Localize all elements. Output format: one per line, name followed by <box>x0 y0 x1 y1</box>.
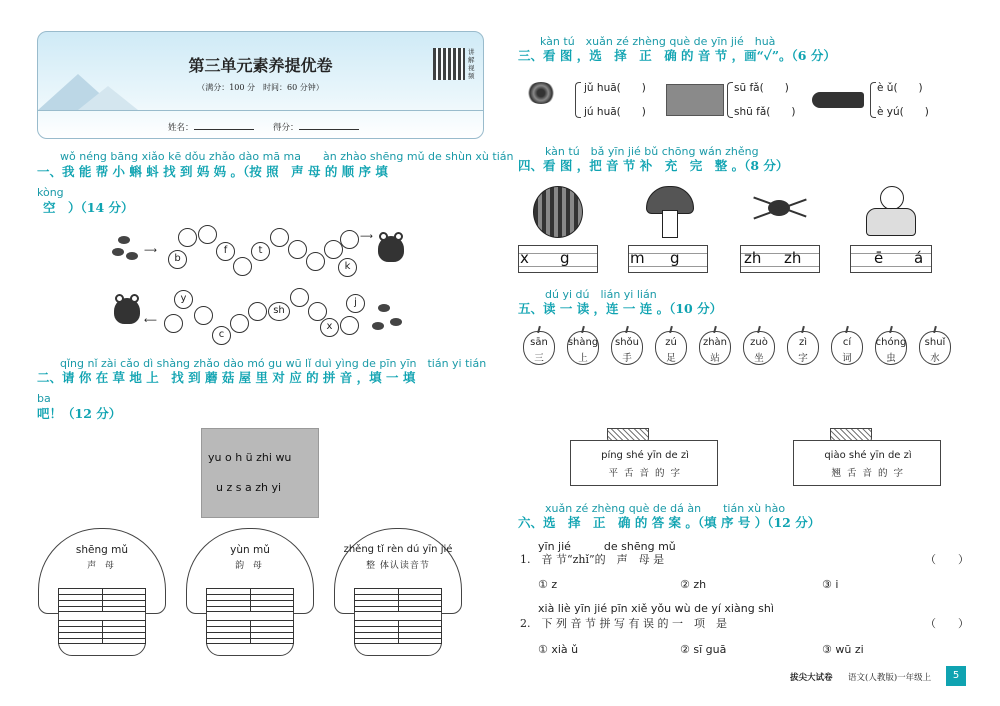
apple-pinyin: zì <box>798 337 808 348</box>
basket-qiaoshe[interactable] <box>793 440 941 486</box>
section6-pinyin: xuǎn zé zhèng què de dá àn tián xù hào <box>545 502 786 515</box>
mushroom-house-zhengti <box>334 528 462 653</box>
apple-pinyin: shuǐ <box>924 337 946 348</box>
apple-card[interactable] <box>831 331 863 365</box>
letter-m: m <box>630 249 645 267</box>
section4-pinyin: kàn tú bǎ yīn jié bǔ chōng wán zhěng <box>545 145 759 158</box>
tadpole-icon <box>390 318 402 326</box>
tadpole-icon <box>372 322 384 330</box>
question-2: 2. 下 列 音 节 拼 写 有 误 的 一 项 是 <box>520 617 727 630</box>
apple-pinyin: shàng <box>567 337 599 348</box>
arrow-icon: ⟶ <box>360 232 373 242</box>
question-1: 1. 音 节“zhǐ”的 声 母 是 <box>520 553 665 566</box>
section5-pinyin: dú yi dú lián yi lián <box>545 288 657 301</box>
crocodile-icon <box>812 92 864 108</box>
circle-j[interactable]: j <box>346 294 365 313</box>
person-body-icon <box>866 208 916 236</box>
answer-grid[interactable] <box>354 588 442 612</box>
circle[interactable] <box>248 302 267 321</box>
tadpole-icon <box>378 304 390 312</box>
circle[interactable] <box>233 257 252 276</box>
option-juhua-2[interactable]: jú huā( ) <box>584 106 646 118</box>
apple-character: 水 <box>930 353 940 364</box>
apple-character: 手 <box>622 353 632 364</box>
apple-character: 坐 <box>754 353 764 364</box>
circle[interactable] <box>290 288 309 307</box>
person-eating-icon <box>880 186 904 210</box>
circle[interactable] <box>230 314 249 333</box>
circle[interactable] <box>288 240 307 259</box>
circle-k[interactable]: k <box>338 258 357 277</box>
section1-pinyin2: kòng <box>37 186 64 199</box>
letter-zh: zh <box>744 249 762 267</box>
apple-card[interactable] <box>567 331 599 365</box>
grass-syllables-row2: u z s a zh yi <box>216 481 282 494</box>
letter-x: x <box>520 249 529 267</box>
apple-pinyin: cí <box>842 337 852 348</box>
q2-answer-blank[interactable]: （ ） <box>925 617 969 630</box>
apple-card[interactable] <box>743 331 775 365</box>
apple-card[interactable] <box>787 331 819 365</box>
apple-character: 字 <box>798 353 808 364</box>
exam-header <box>37 31 484 139</box>
mushroom-stem-icon <box>662 210 678 238</box>
arrow-icon: ⟶ <box>144 246 157 256</box>
mushroom-label: 整 体认读音节 <box>366 561 430 571</box>
circle[interactable] <box>198 225 217 244</box>
brace <box>575 82 581 118</box>
circle-c[interactable]: c <box>212 326 231 345</box>
apple-card[interactable] <box>611 331 643 365</box>
apple-character: 上 <box>578 353 588 364</box>
tadpole-icon <box>112 248 124 256</box>
circle-t[interactable]: t <box>251 242 270 261</box>
apple-character: 三 <box>534 353 544 364</box>
q2-option-3[interactable]: ③ wū zi <box>822 643 864 656</box>
section1-pinyin: wǒ néng bāng xiǎo kē dǒu zhǎo dào mā ma àn zhào shēng mǔ de shùn xù tián <box>60 150 514 163</box>
basket-pinyin: píng shé yīn de zì <box>601 450 689 461</box>
mushroom-house-shengmu <box>38 528 166 653</box>
basket-pinyin: qiào shé yīn de zì <box>824 450 912 461</box>
name-field[interactable] <box>168 120 254 133</box>
answer-grid[interactable] <box>206 588 294 612</box>
frog-icon <box>114 298 140 324</box>
option-shufa-2[interactable]: shū fǎ( ) <box>734 106 796 118</box>
brace <box>727 82 733 118</box>
letter-e: ē <box>874 249 884 267</box>
section4-title: 四、看 图 ，把 音 节 补 充 完 整 。（8 分） <box>518 158 789 173</box>
apple-row <box>523 331 963 371</box>
apple-character: 虫 <box>886 353 896 364</box>
circle[interactable] <box>270 228 289 247</box>
basket-pingshe[interactable] <box>570 440 718 486</box>
name-label: 姓名： <box>168 123 194 133</box>
circle-y[interactable]: y <box>174 290 193 309</box>
letter-g: g <box>670 249 680 267</box>
apple-card[interactable] <box>919 331 951 365</box>
apple-character: 足 <box>666 353 676 364</box>
q1-option-2[interactable]: ② zh <box>680 578 707 591</box>
mushroom-pinyin: yùn mǔ <box>230 544 270 556</box>
q2-option-1[interactable]: ① xià ǔ <box>538 643 579 656</box>
letter-g: g <box>560 249 570 267</box>
section6-title: 六、选 择 正 确 的 答 案 。（填 序 号 ）（12 分） <box>518 515 821 530</box>
grass-field <box>201 428 319 518</box>
page-title: 第三单元素养提优卷 <box>188 56 333 75</box>
option-shufa-1[interactable]: sū fǎ( ) <box>734 82 789 94</box>
apple-pinyin: chóng <box>875 337 907 348</box>
option-juhua-1[interactable]: jǔ huā( ) <box>584 82 646 94</box>
q1-option-3[interactable]: ③ i <box>822 578 839 591</box>
tadpole-icon <box>118 236 130 244</box>
score-label: 得分： <box>273 123 299 133</box>
circle[interactable] <box>178 228 197 247</box>
q2-option-2[interactable]: ② sī guā <box>680 643 727 656</box>
answer-grid[interactable] <box>206 620 294 644</box>
brace <box>870 82 876 118</box>
section2-pinyin2: ba <box>37 392 51 405</box>
section2-pinyin: qǐng nǐ zài cǎo dì shàng zhǎo dào mó gu wū lǐ duì yìng de pīn yīn tián yi tián <box>60 357 487 370</box>
section1-title2: 空 ）（14 分） <box>43 200 134 215</box>
q1-option-1[interactable]: ① z <box>538 578 558 591</box>
page-number: 5 <box>946 666 966 686</box>
basket-label: 平 舌 音 的 字 <box>608 468 682 479</box>
apple-card[interactable] <box>875 331 907 365</box>
mushroom-label: 声 母 <box>87 561 117 571</box>
divider <box>38 110 483 111</box>
circle[interactable] <box>340 316 359 335</box>
apple-pinyin: zú <box>665 337 677 348</box>
q2-pinyin: xià liè yīn jié pīn xiě yǒu wù de yí xiàng shì <box>538 602 774 615</box>
answer-grid[interactable] <box>354 620 442 644</box>
arrow-icon: ⟵ <box>144 316 157 326</box>
mushroom-pinyin: shēng mǔ <box>75 544 129 556</box>
answer-grid[interactable] <box>58 620 146 644</box>
mushroom-pinyin: zhěng tǐ rèn dú yīn jié <box>343 544 453 555</box>
footer-brand: 拔尖大试卷 <box>790 673 833 683</box>
qr-label: 讲解视频 <box>468 48 475 80</box>
apple-card[interactable] <box>523 331 555 365</box>
circle-x[interactable]: x <box>320 318 339 337</box>
tadpole-icon <box>126 252 138 260</box>
grass-syllables-row1: yu o h ü zhi wu <box>208 451 292 464</box>
circle[interactable] <box>340 230 359 249</box>
apple-pinyin: zuò <box>750 337 768 348</box>
section2-title: 二、请 你 在 草 地 上 找 到 蘑 菇 屋 里 对 应 的 拼 音 ，填 一 填 <box>37 370 416 385</box>
mushroom-label: 韵 母 <box>235 561 265 571</box>
apple-card[interactable] <box>699 331 731 365</box>
apple-pinyin: zhàn <box>702 337 728 348</box>
circle-b[interactable]: b <box>168 250 187 269</box>
option-eyu-1[interactable]: è ǔ( ) <box>877 82 923 94</box>
frog-icon <box>378 236 404 262</box>
option-eyu-2[interactable]: è yú( ) <box>877 106 929 118</box>
apple-character: 词 <box>842 353 852 364</box>
calligraphy-image <box>666 84 724 116</box>
section5-title: 五、读 一 读 ，连 一 连 。（10 分） <box>518 301 723 316</box>
exam-info: （满分：100 分 时间：60 分钟） <box>197 83 324 92</box>
circle[interactable] <box>164 314 183 333</box>
score-field[interactable] <box>273 120 359 133</box>
section3-pinyin: kàn tú xuǎn zé zhèng què de yīn jié huà <box>540 35 776 48</box>
circle[interactable] <box>306 252 325 271</box>
answer-grid[interactable] <box>58 588 146 612</box>
apple-pinyin: sān <box>530 337 548 348</box>
section3-title: 三、看 图 ，选 择 正 确 的 音 节 ，画“✓”。（6 分） <box>518 48 836 63</box>
watermelon-icon <box>533 186 583 238</box>
q1-pinyin: yīn jié de shēng mǔ <box>538 540 676 553</box>
apple-card[interactable] <box>655 331 687 365</box>
apple-character: 站 <box>710 353 720 364</box>
tadpole-puzzle <box>108 222 408 342</box>
pinyin-box-watermelon[interactable] <box>518 245 598 273</box>
section2-title2: 吧！（12 分） <box>37 406 122 421</box>
circle-f[interactable]: f <box>216 242 235 261</box>
circle[interactable] <box>194 306 213 325</box>
chrysanthemum-image <box>520 82 568 116</box>
section1-title: 一、我 能 帮 小 蝌 蚪 找 到 妈 妈 。（按 照 声 母 的 顺 序 填 <box>37 164 388 179</box>
circle-sh[interactable]: sh <box>268 302 290 321</box>
footer-subject: 语文(人教版)一年级上 <box>848 673 932 683</box>
letter-zh: zh <box>784 249 802 267</box>
qr-code-icon[interactable] <box>433 48 465 80</box>
mushroom-house-yunmu <box>186 528 314 653</box>
basket-label: 翘 舌 音 的 字 <box>831 468 905 479</box>
q1-answer-blank[interactable]: （ ） <box>925 553 969 566</box>
apple-pinyin: shǒu <box>614 337 639 348</box>
letter-a: á <box>914 249 924 267</box>
flower-icon <box>526 82 556 104</box>
